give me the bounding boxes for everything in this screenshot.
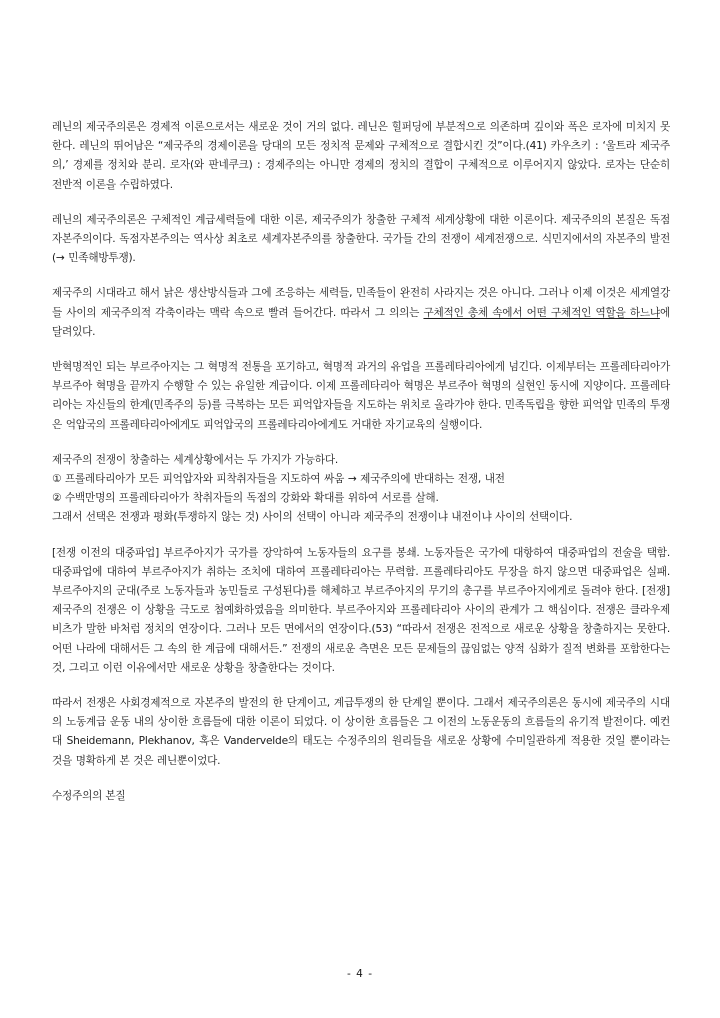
page-number: - 4 -: [346, 968, 374, 980]
paragraph-3-underlined-text: 구체적인 총체 속에서 어떤 구체적인 역할을 하느냐: [423, 306, 660, 319]
paragraph-2: 레닌의 제국주의론은 구체적인 계급세력들에 대한 이론, 제국주의가 창출한 구체적 세계상황에 대한 이론이다. 제국주의의 본질은 독점자본주의이다. 독점자본주의는 역사상 최초로 세계자본주의를 창출한다. 국가들 간의 전쟁이 세계전쟁으로. 식민지에서의 자본주의 발전(→ 민족해방투쟁).: [52, 213, 670, 265]
paragraph-3-text-before: 제국주의 시대라고 해서 낡은 생산방식들과 그에 조응하는 세력들, 민족들이 완전히 사라지는 것은 아니다. 그러나 이제 이것은 세계열강들 사이의 제국주의적 각축이라는 맥락 속으로 빨려 들어간다. 따라서 그 의의는: [52, 287, 670, 319]
paragraph-5-line-3: ② 수백만명의 프롤레타리아가 착취자들의 독점의 강화와 확대를 위하여 서로를 살해.: [52, 492, 439, 505]
paragraph-5-conclusion: 그래서 선택은 전쟁과 평화(투쟁하지 않는 것) 사이의 선택이 아니라 제국주의 전쟁이냐 내전이냐 사이의 선택이다.: [52, 511, 573, 524]
paragraph-5-line-2: ① 프롤레타리아가 모든 피억압자와 피착취자들을 지도하여 싸움 → 제국주의에 반대하는 전쟁, 내전: [52, 473, 505, 486]
paragraph-7: 따라서 전쟁은 사회경제적으로 자본주의 발전의 한 단계이고, 계급투쟁의 한 단계일 뿐이다. 그래서 제국주의론은 동시에 제국주의 시대의 노동계급 운동 내의 상이한 흐름들에 대한 이론이 되었다. 이 상이한 흐름들은 그 이전의 노동운동의 흐름들의 유기적 발전이다. 예컨대 Sheidemann, Plekhanov, 혹은 Vandervelde의 태도는 수정주의의 원리들을 새로운 상황에 수미일관하게 적용한 것일 뿐이라는 것을 명확하게 본 것은 레닌뿐이었다.: [52, 697, 670, 767]
section-heading: 수정주의의 본질: [52, 789, 126, 802]
paragraph-3: [52, 284, 670, 342]
paragraph-1: 레닌의 제국주의론은 경제적 이론으로서는 새로운 것이 거의 없다. 레닌은 힐퍼딩에 부분적으로 의존하며 깊이와 폭은 로자에 미치지 못한다. 레닌의 뛰어남은 “제국주의 경제이론을 당대의 모든 정치적 문제와 구체적으로 결합시킨 것”이다.(41) 카우츠키 : ‘울트라 제국주의,’ 경제를 정치와 분리. 로자(와 판네쿠크) : 경제주의는 아니만 경제의 정치의 결합이 구체적으로 이루어지지 않았다. 로자는 단순히 전반적 이론을 수립하였다.: [52, 121, 670, 191]
paragraph-3-text-after: 에 달려있다.: [52, 306, 670, 338]
paragraph-6: [전쟁 이전의 대중파업] 부르주아지가 국가를 장악하여 노동자들의 요구를 봉쇄. 노동자들은 국가에 대항하여 대중파업의 전술을 택함. 대중파업에 대하여 부르주아지가 취하는 조치에 대하여 프롤레타리아는 무력함. 프롤레타리아도 무장을 하지 않으면 대중파업은 실패. 부르주아지의 군대(주로 노동자들과 농민들로 구성된다)를 해체하고 부르주아지의 무기의 총구를 부르주아지에게로 돌려야 한다. [전쟁] 제국주의 전쟁은 이 상황을 극도로 첨예화하였음을 의미한다. 부르주아지와 프롤레타리아 사이의 관계가 그 핵심이다. 전쟁은 클라우제비츠가 말한 바처럼 정치의 연장이다. 그러나 모든 면에서의 연장이다.(53) “따라서 전쟁은 전적으로 새로운 상황을 창출하지는 못한다. 어떤 나라에 대해서든 그 속의 한 계급에 대해서든.” 전쟁의 새로운 측면은 모든 문제들의 끊임없는 양적 심화가 질적 변화를 포함한다는 것, 그리고 이런 이유에서만 새로운 상황을 창출한다는 것이다.: [52, 546, 670, 674]
paragraph-4: 반혁명적인 되는 부르주아지는 그 혁명적 전통을 포기하고, 혁명적 과거의 유업을 프롤레타리아에게 넘긴다. 이제부터는 프롤레타리아가 부르주아 혁명을 끝까지 수행할 수 있는 유일한 계급이다. 이제 프롤레타리아 혁명은 부르주아 혁명의 실현인 동시에 지양이다. 프롤레타리아는 자신들의 한계(민족주의 등)를 극복하는 모든 피억압자들을 지도하는 위치로 올라가야 한다. 민족독립을 향한 피억압 민족의 투쟁은 억압국의 프롤레타리아에게도 피억압국의 프롤레타리아에게도 거대한 자기교육의 실행이다.: [52, 361, 670, 431]
document-page: [52, 118, 670, 806]
paragraph-5: [52, 451, 670, 528]
paragraph-5-line-1: 제국주의 전쟁이 창출하는 세계상황에서는 두 가지가 가능하다.: [52, 453, 339, 466]
